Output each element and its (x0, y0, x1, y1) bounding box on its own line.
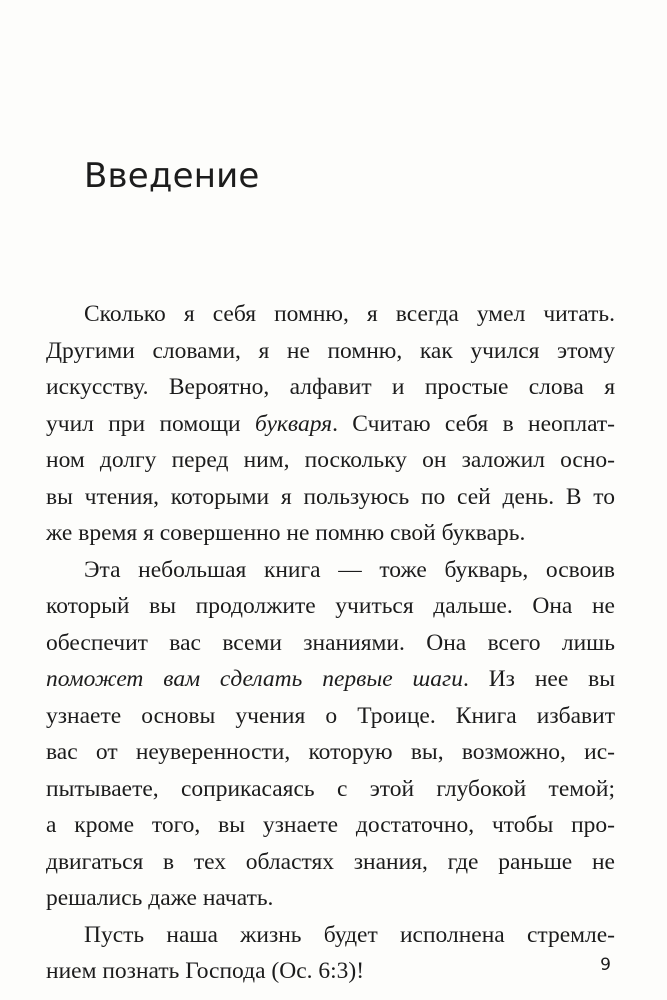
text-line (46, 442, 615, 479)
text-line (46, 771, 615, 808)
text-run: Другими словами, я не помню, как учился этому (46, 337, 615, 364)
emphasis-text: букваря (254, 410, 333, 437)
text-run: Пусть наша жизнь будет исполнена стремле- (84, 921, 615, 948)
text-run: который вы продолжите учиться дальше. Она не (46, 593, 615, 619)
text-line (46, 515, 615, 552)
text-run: вы чтения, которыми я пользуюсь по сей день. В то (46, 483, 615, 510)
text-run: Сколько я себя помню, я всегда умел читать. (84, 301, 615, 327)
text-line (46, 588, 615, 625)
text-line (46, 479, 615, 516)
text-line (46, 369, 615, 406)
text-run: искусству. Вероятно, алфавит и простые слова я (46, 374, 615, 400)
text-line (46, 296, 615, 333)
text-line (46, 880, 615, 917)
text-line (46, 807, 615, 844)
text-run: ном долгу перед ним, поскольку он заложил осно- (46, 447, 615, 473)
text-run: . Считаю себя в неоплат- (332, 410, 615, 437)
chapter-heading: Введение (84, 156, 260, 196)
text-run: Эта небольшая книга — тоже букварь, освоив (84, 556, 615, 583)
text-line (46, 333, 615, 370)
text-run: пытываете, соприкасаясь с этой глубокой темой; (46, 775, 615, 802)
text-line (46, 734, 615, 771)
text-run: учил при помощи (46, 410, 255, 437)
text-run: вас от неуверенности, которую вы, возможно, ис- (46, 739, 615, 765)
text-line (46, 552, 615, 589)
text-line (46, 406, 615, 443)
text-line (46, 953, 615, 990)
text-line (46, 698, 615, 735)
text-run: нием познать Господа (Ос. 6:3)! (46, 958, 365, 984)
page-number: 9 (600, 955, 611, 975)
text-run: двигаться в тех областях знания, где раньше не (46, 848, 615, 875)
text-run: узнаете основы учения о Троице. Книга избавит (46, 702, 615, 729)
text-run: а кроме того, вы узнаете достаточно, чтобы про- (46, 812, 615, 838)
text-line (46, 917, 615, 954)
text-line (46, 844, 615, 881)
text-run: решались даже начать. (46, 885, 274, 911)
chapter-body-text (46, 296, 615, 990)
text-run: же время я совершенно не помню свой букварь. (46, 520, 526, 546)
emphasis-text: поможет вам сделать первые шаги (46, 666, 463, 692)
text-line (46, 625, 615, 662)
text-run: обеспечит вас всеми знаниями. Она всего лишь (46, 629, 615, 656)
text-run: . Из нее вы (462, 666, 616, 692)
text-line (46, 661, 615, 698)
